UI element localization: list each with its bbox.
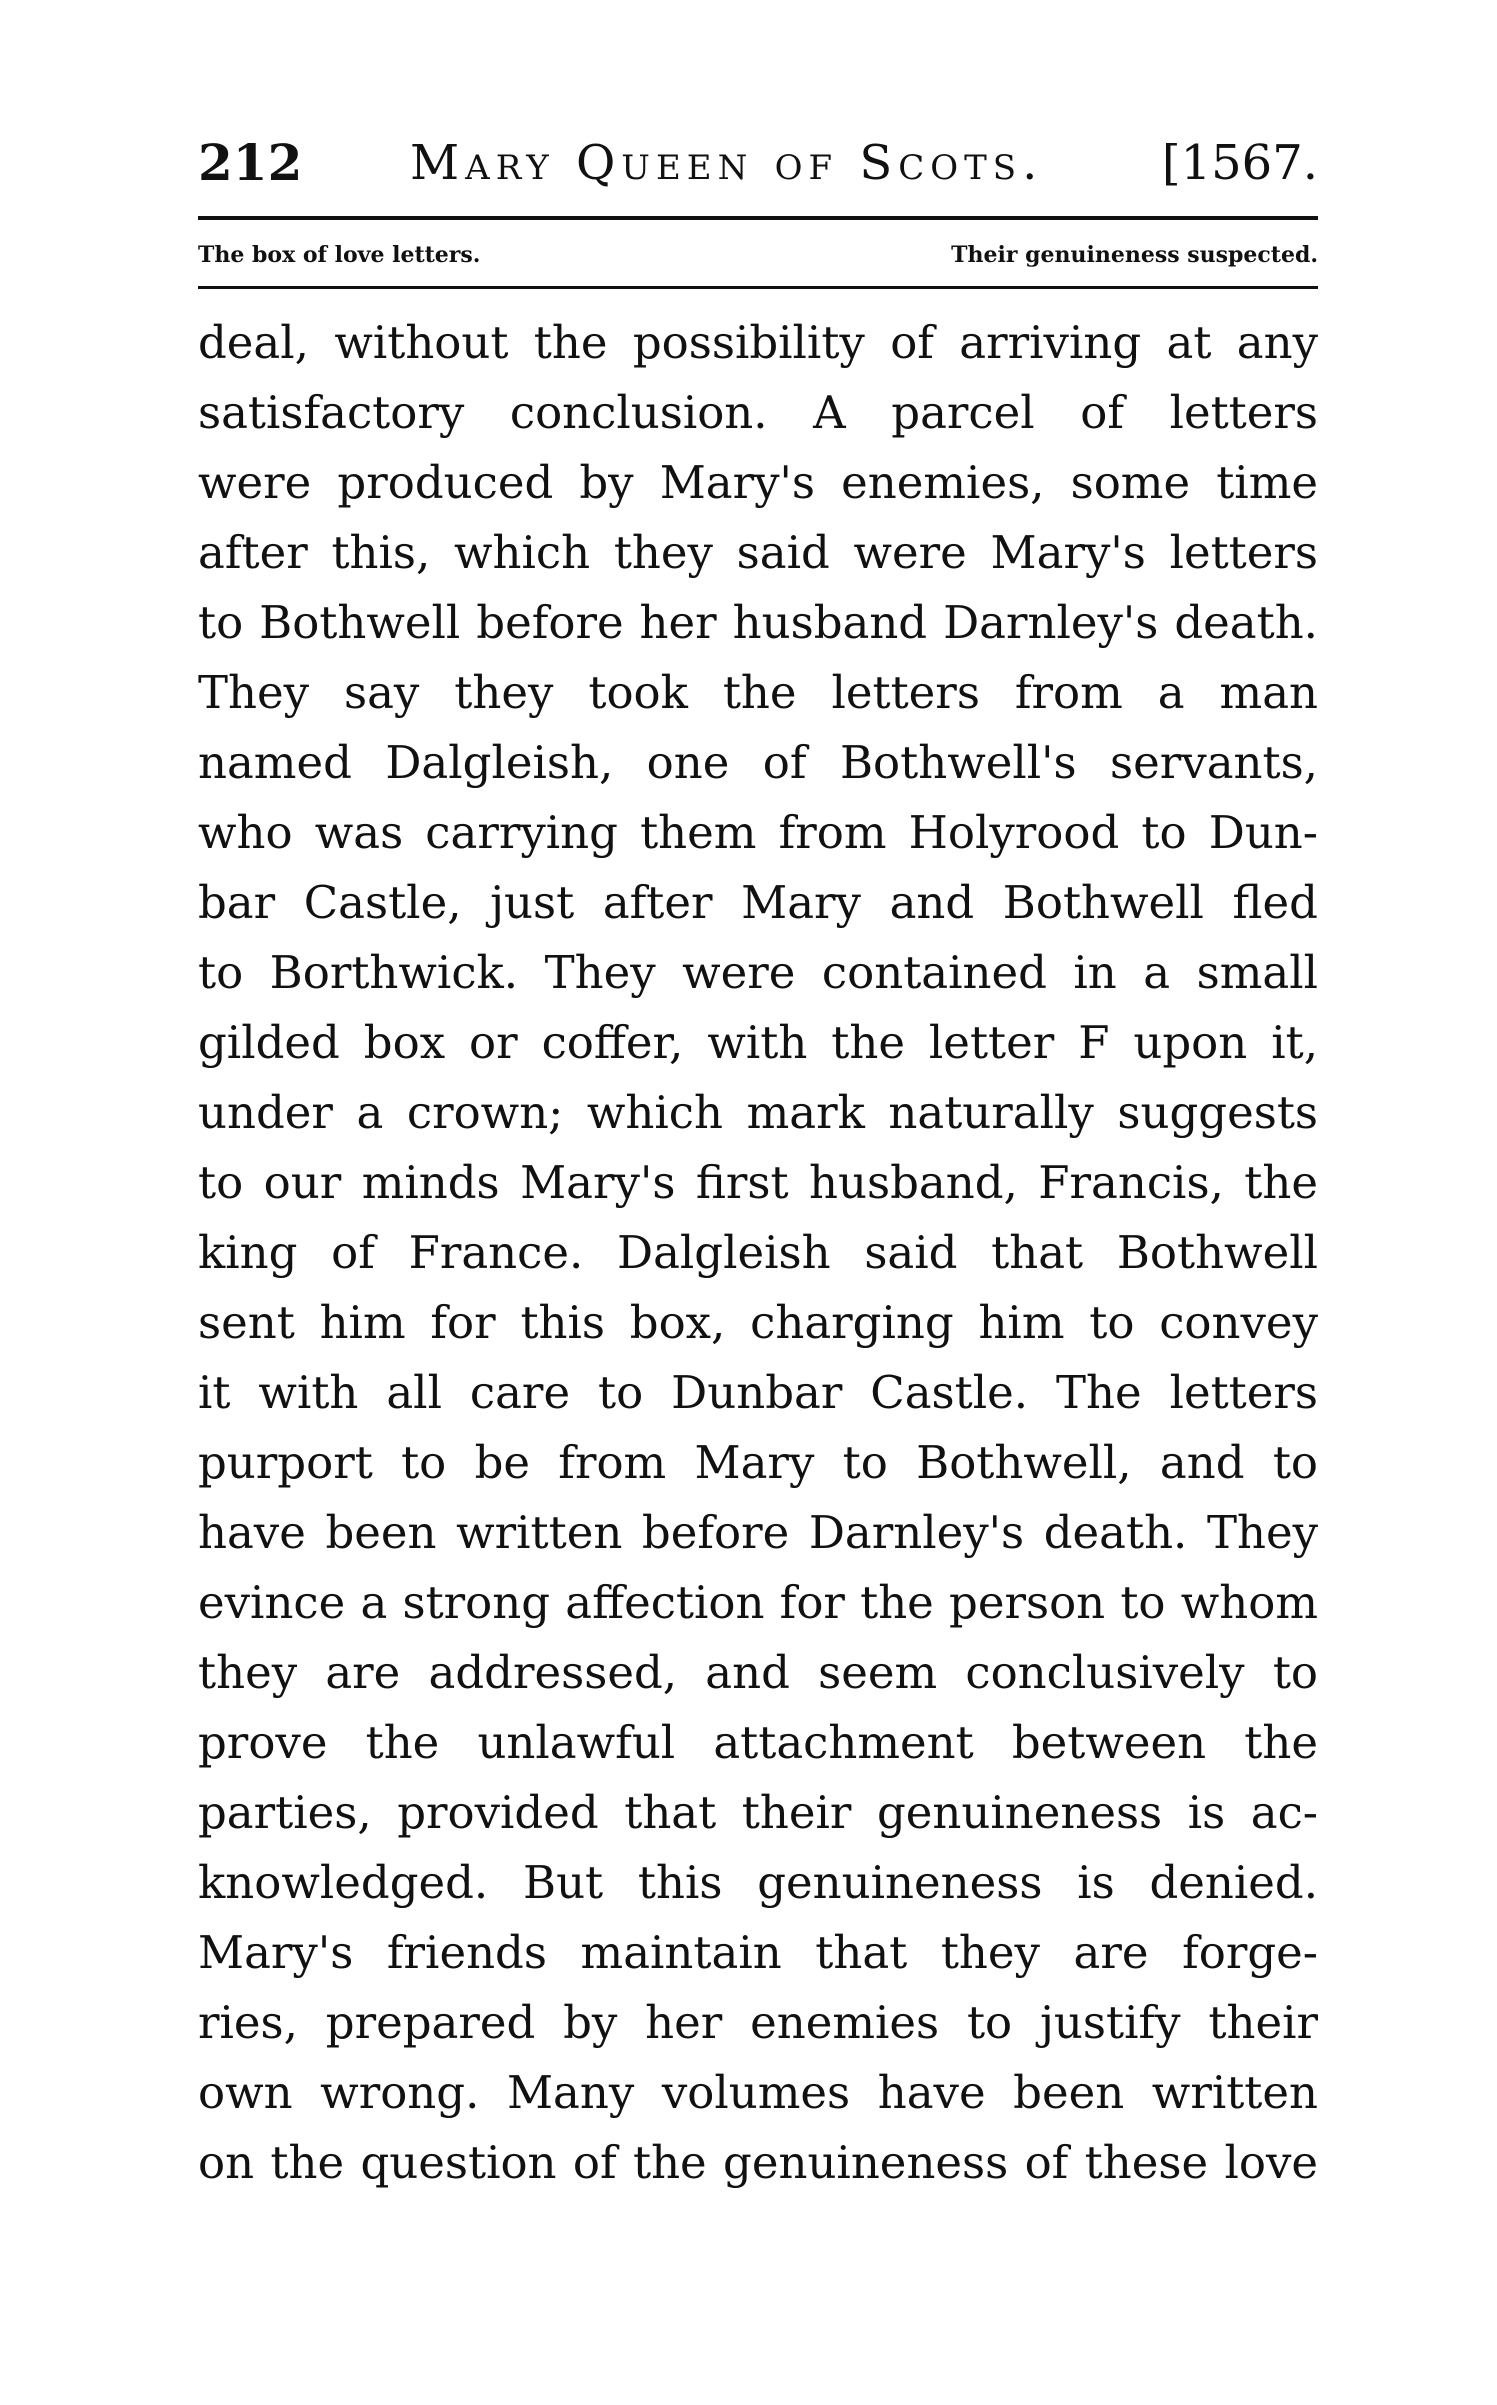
- text-line: sent him for this box, charging him to convey: [198, 1296, 1318, 1349]
- text-line: ries, prepared by her enemies to justify their: [198, 1996, 1318, 2049]
- text-line: named Dalgleish, one of Bothwell's servants,: [198, 736, 1318, 789]
- text-line: bar Castle, just after Mary and Bothwell fled: [198, 876, 1318, 929]
- text-line: who was carrying them from Holyrood to Dun-: [198, 806, 1318, 859]
- text-line: under a crown; which mark naturally suggests: [198, 1086, 1318, 1139]
- text-line: to Bothwell before her husband Darnley's death.: [198, 596, 1318, 649]
- text-line: to our minds Mary's first husband, Francis, the: [198, 1156, 1318, 1209]
- sidenote-left: The box of love letters.: [198, 242, 481, 268]
- text-line: after this, which they said were Mary's letters: [198, 526, 1318, 579]
- page-header: [198, 128, 1318, 198]
- sidenotes: [198, 230, 1318, 280]
- text-line: gilded box or coffer, with the letter F upon it,: [198, 1016, 1318, 1069]
- running-title: Mary Queen of Scots.: [410, 135, 1044, 191]
- text-line: king of France. Dalgleish said that Bothwell: [198, 1226, 1318, 1279]
- header-rule-bottom: [198, 286, 1318, 289]
- text-line: they are addressed, and seem conclusively to: [198, 1646, 1318, 1699]
- header-rule-top: [198, 216, 1318, 220]
- text-line: They say they took the letters from a man: [198, 666, 1318, 719]
- text-line: own wrong. Many volumes have been written: [198, 2066, 1318, 2119]
- text-line: have been written before Darnley's death. They: [198, 1506, 1318, 1559]
- body-text: [198, 308, 1318, 2198]
- text-line: evince a strong affection for the person to whom: [198, 1576, 1318, 1629]
- text-line: Mary's friends maintain that they are forge-: [198, 1926, 1318, 1979]
- text-line: were produced by Mary's enemies, some time: [198, 456, 1318, 509]
- text-line: to Borthwick. They were contained in a small: [198, 946, 1318, 999]
- header-year: [1567.: [1161, 135, 1318, 191]
- text-line: prove the unlawful attachment between the: [198, 1716, 1318, 1769]
- text-line: purport to be from Mary to Bothwell, and to: [198, 1436, 1318, 1489]
- sidenote-right: Their genuineness suspected.: [951, 242, 1318, 268]
- page-number: 212: [198, 133, 303, 192]
- text-line: knowledged. But this genuineness is denied.: [198, 1856, 1318, 1909]
- text-line: satisfactory conclusion. A parcel of letters: [198, 386, 1318, 439]
- text-line: on the question of the genuineness of these love: [198, 2136, 1318, 2189]
- text-line: deal, without the possibility of arriving at any: [198, 316, 1318, 369]
- text-line: parties, provided that their genuineness is ac-: [198, 1786, 1318, 1839]
- text-line: it with all care to Dunbar Castle. The letters: [198, 1366, 1318, 1419]
